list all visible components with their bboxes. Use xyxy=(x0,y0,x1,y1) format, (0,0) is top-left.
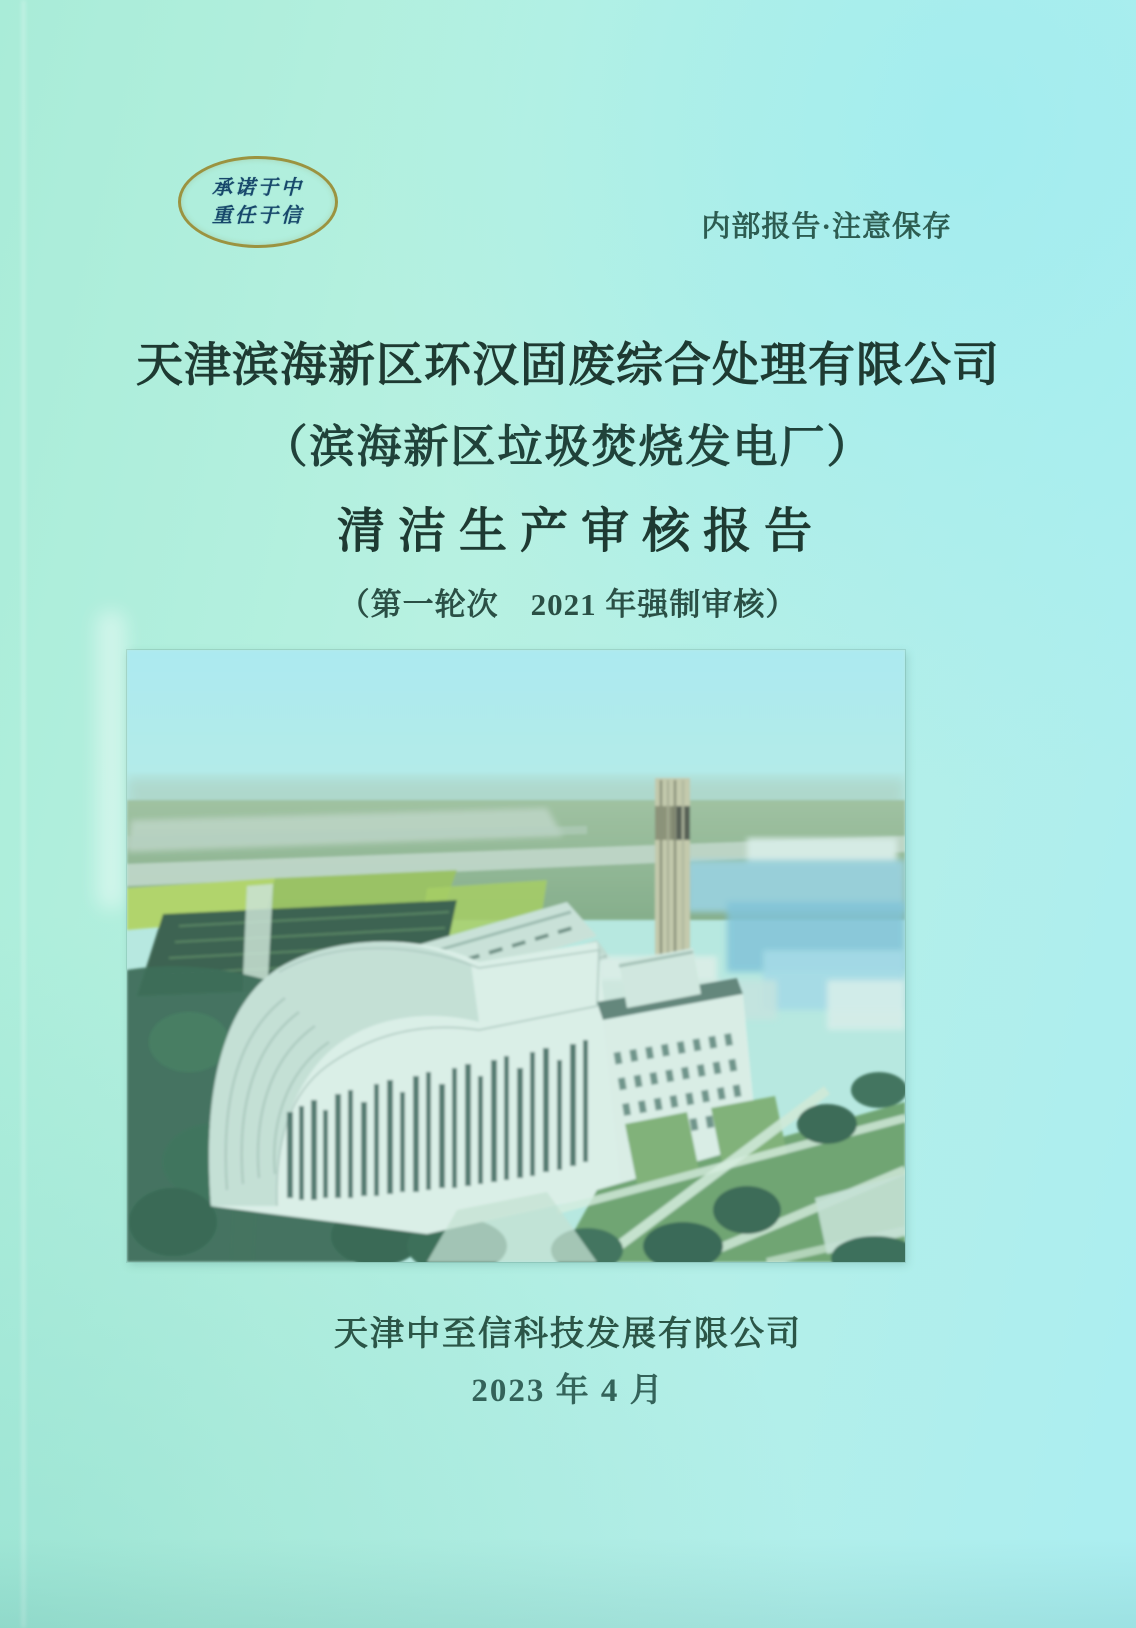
report-title: 清洁生产审核报告 xyxy=(336,505,825,558)
company-title: 天津滨海新区环汉固废综合处理有限公司 xyxy=(136,340,1000,392)
photo-tint xyxy=(127,650,905,1262)
publication-date: 2023 年 4 月 xyxy=(471,1373,665,1409)
company-seal-logo xyxy=(178,156,338,248)
paper-sheen xyxy=(96,610,126,910)
cover-photo xyxy=(127,650,905,1262)
plant-subtitle: （滨海新区垃圾焚烧发电厂） xyxy=(262,422,874,472)
logo-motto-line1: 承诺于中 xyxy=(212,177,304,199)
confidential-notice: 内部报告·注意保存 xyxy=(701,211,952,243)
logo-motto-line2: 重任于信 xyxy=(212,205,304,227)
aerial-plant-illustration xyxy=(127,650,905,1262)
publisher-name: 天津中至信科技发展有限公司 xyxy=(334,1316,802,1353)
audit-round-subtitle: （第一轮次 2021 年强制审核） xyxy=(338,587,798,622)
paper-vignette xyxy=(0,1538,1136,1628)
